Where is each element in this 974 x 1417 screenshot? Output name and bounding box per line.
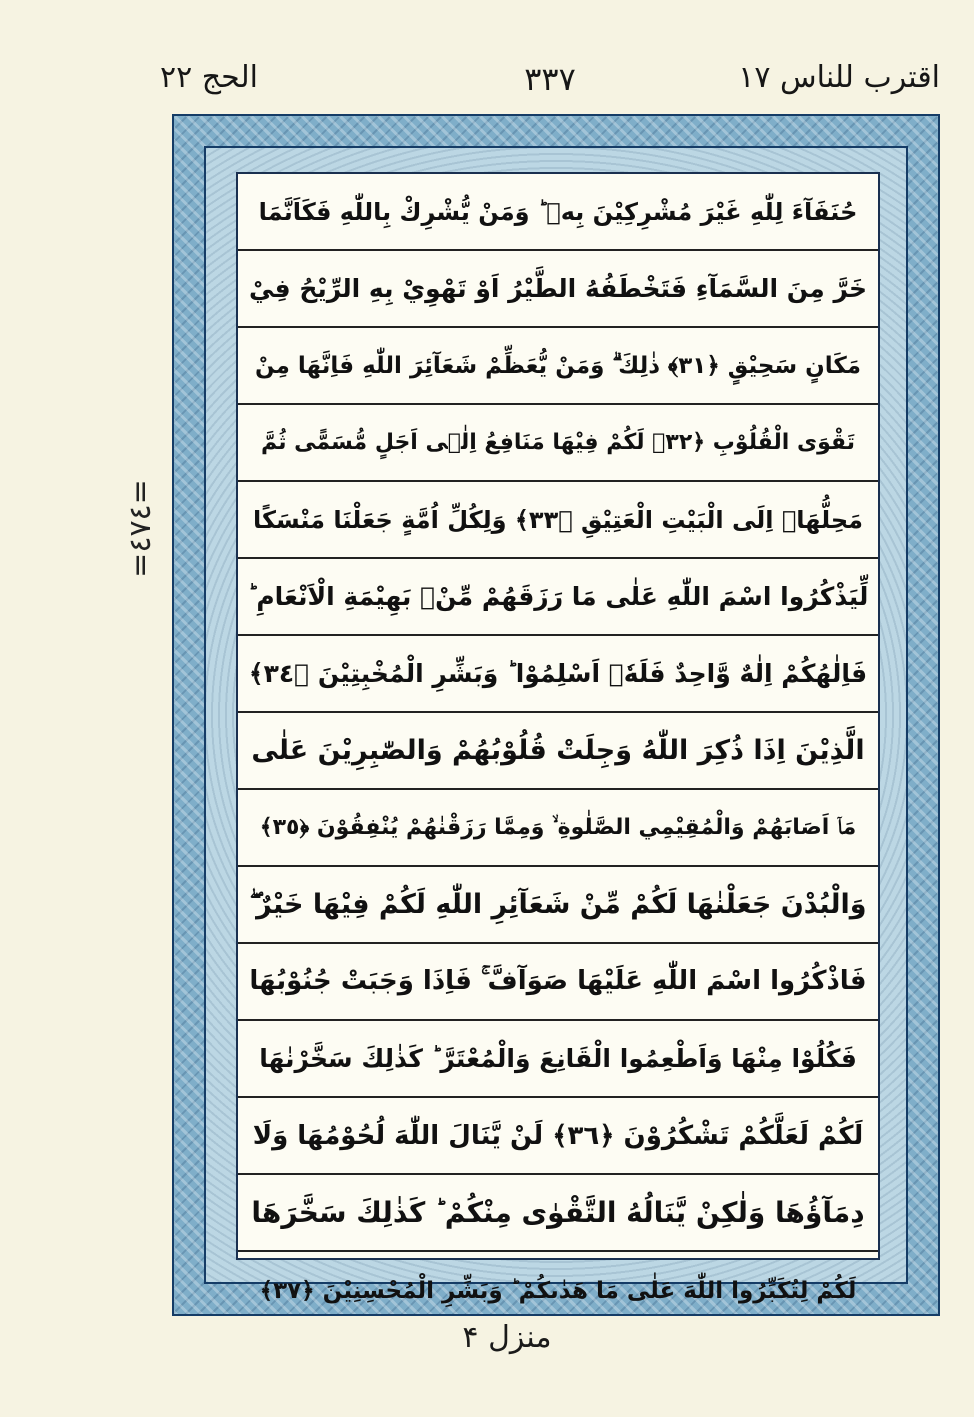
verse-line: الَّذِيْنَ اِذَا ذُكِرَ اللّٰهُ وَجِلَتْ قُلُوْبُهُمْ وَالصّٰبِرِيْنَ عَلٰى (238, 713, 878, 790)
verse-line: خَرَّ مِنَ السَّمَآءِ فَتَخْطَفُهُ الطَّيْرُ اَوْ تَهْوِيْ بِهِ الرِّيْحُ فِيْ (238, 251, 878, 328)
verse-line: فَاِلٰهُكُمْ اِلٰهٌ وَّاحِدٌ فَلَهٗۤ اَسْلِمُوْا ؕ وَبَشِّرِ الْمُخْبِتِيْنَ ﴿٣٤﴾ (238, 636, 878, 713)
manzil-label: منزل ۴ (462, 1320, 552, 1355)
verse-line: مَكَانٍ سَحِيْقٍ ﴿٣١﴾ ذٰلِكَ ۗ وَمَنْ يُّعَظِّمْ شَعَآئِرَ اللّٰهِ فَاِنَّهَا مِنْ (238, 328, 878, 405)
verse-line: مَاۤ اَصَابَهُمْ وَالْمُقِيْمِي الصَّلٰوةِ ۙ وَمِمَّا رَزَقْنٰهُمْ يُنْفِقُوْنَ ﴿٣٥﴾ (238, 790, 878, 867)
page-header (160, 60, 940, 106)
verse-line: دِمَآؤُهَا وَلٰكِنْ يَّنَالُهُ التَّقْوٰى مِنْكُمْ ؕ كَذٰلِكَ سَخَّرَهَا (238, 1175, 878, 1252)
verse-line: فَاذْكُرُوا اسْمَ اللّٰهِ عَلَيْهَا صَوَآفَّ ۚ فَاِذَا وَجَبَتْ جُنُوْبُهَا (238, 944, 878, 1021)
page-number: ٣٣٧ (524, 60, 576, 98)
surah-label: الحج ٢٢ (160, 60, 258, 95)
juz-label: اقترب للناس ١٧ (738, 60, 940, 95)
verse-line: حُنَفَآءَ لِلّٰهِ غَيْرَ مُشْرِكِيْنَ بِهٖ ؕ وَمَنْ يُّشْرِكْ بِاللّٰهِ فَكَاَنَّمَا (238, 174, 878, 251)
verse-line: مَحِلُّهَاۤ اِلَى الْبَيْتِ الْعَتِيْقِ ﴿٣٣﴾ وَلِكُلِّ اُمَّةٍ جَعَلْنَا مَنْسَكًا (238, 482, 878, 559)
verse-line: فَكُلُوْا مِنْهَا وَاَطْعِمُوا الْقَانِعَ وَالْمُعْتَرَّ ؕ كَذٰلِكَ سَخَّرْنٰهَا (238, 1021, 878, 1098)
verse-line: لِّيَذْكُرُوا اسْمَ اللّٰهِ عَلٰى مَا رَزَقَهُمْ مِّنْۢ بَهِيْمَةِ الْاَنْعَامِ ؕ (238, 559, 878, 636)
verse-line: لَكُمْ لَعَلَّكُمْ تَشْكُرُوْنَ ﴿٣٦﴾ لَنْ يَّنَالَ اللّٰهَ لُحُوْمُهَا وَلَا (238, 1098, 878, 1175)
verse-line: لَكُمْ لِتُكَبِّرُوا اللّٰهَ عَلٰى مَا هَدٰىكُمْ ؕ وَبَشِّرِ الْمُحْسِنِيْنَ ﴿٣٧﴾ (259, 1277, 857, 1304)
ornamental-frame (172, 114, 940, 1316)
ruku-marker-text: =٤٧٤= (122, 478, 158, 578)
verse-line: تَقْوَى الْقُلُوْبِ ﴿٣٢﴾ لَكُمْ فِيْهَا مَنَافِعُ اِلٰۤى اَجَلٍ مُّسَمًّى ثُمَّ (238, 405, 878, 482)
verse-line: وَالْبُدْنَ جَعَلْنٰهَا لَكُمْ مِّنْ شَعَآئِرِ اللّٰهِ لَكُمْ فِيْهَا خَيْرٌ ۖ (238, 867, 878, 944)
page-footer (0, 1320, 974, 1370)
verse-panel (236, 172, 880, 1304)
ruku-marker (120, 478, 160, 578)
